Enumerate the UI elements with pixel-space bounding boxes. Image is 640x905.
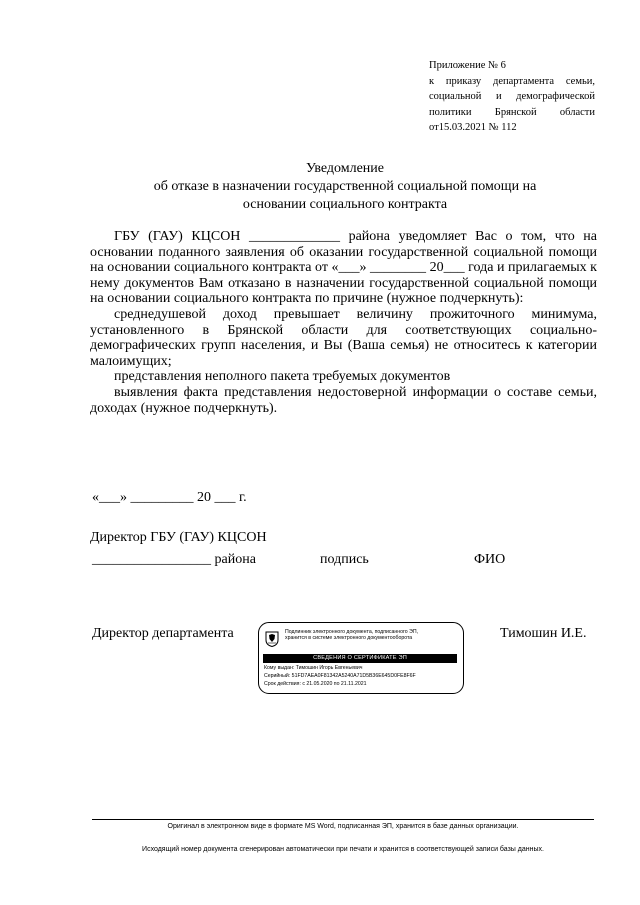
date-line: «___» _________ 20 ___ г. [92, 490, 247, 505]
director-center-district: _________________ района [92, 552, 256, 567]
appendix-block [429, 58, 595, 136]
stamp-notice-line: хранится в системе электронного документооборота [285, 635, 413, 642]
footer-note: Оригинал в электронном виде в формате MS Word, подписанная ЭП, хранится в базе данных организации. [167, 823, 519, 830]
document-body [90, 229, 597, 416]
director-center-title: Директор ГБУ (ГАУ) КЦСОН [90, 530, 267, 545]
title-line: об отказе в назначении государственной социальной помощи на [153, 179, 537, 194]
appendix-order-line: политики Брянской области [429, 106, 595, 118]
footer-note: Исходящий номер документа сгенерирован автоматически при печати и хранится в соответствующей записи базы данных. [142, 846, 544, 853]
appendix-order-line: к приказу департамента семьи, [429, 75, 595, 87]
director-department-name: Тимошин И.Е. [500, 626, 587, 641]
stamp-header: СВЕДЕНИЯ О СЕРТИФИКАТЕ ЭП [263, 654, 457, 663]
stamp-notice-line: Подлинник электронного документа, подписанного ЭП, [285, 629, 419, 635]
title-line: Уведомление [305, 161, 384, 176]
refusal-reason: представления неполного пакета требуемых документов [114, 369, 451, 385]
refusal-reason: выявления факта представления недостоверной информации о составе семьи, доходах (нужное подчеркнуть). [90, 384, 597, 416]
document-title [90, 160, 600, 214]
director-department-title: Директор департамента [92, 626, 234, 641]
footer-divider [92, 819, 594, 820]
coat-of-arms-icon [265, 631, 279, 647]
stamp-serial: Серийный: 51FD7AEA0F81342A5240A71D5B36E645D0FE8F6F [264, 673, 416, 679]
e-signature-stamp [258, 622, 464, 694]
stamp-issued-to: Кому выдан: Тимошин Игорь Евгеньевич [264, 665, 363, 671]
notification-paragraph: ГБУ (ГАУ) КЦСОН _____________ района уведомляет Вас о том, что на основании поданного заявления об оказании государственной социальной помощи на основании социального контракта от «___» ________ 20___ года и прилагаемых к нему документов Вам отказано в назначении государственной социальной помощи на основании социального контракта по причине (нужное подчеркнуть): [90, 229, 597, 307]
title-line: основании социального контракта [242, 197, 448, 212]
appendix-order-date: от15.03.2021 № 112 [429, 122, 517, 134]
appendix-order-line: социальной и демографической [429, 91, 595, 103]
appendix-number: Приложение № 6 [429, 60, 506, 71]
refusal-reason: среднедушевой доход превышает величину прожиточного минимума, установленного в Брянской области для соответствующих социально-демографических групп населения, и Вы (Ваша семья) не относитесь к категории малоимущих; [90, 306, 597, 369]
stamp-validity: Срок действия: с 21.05.2020 по 21.11.2021 [264, 681, 367, 687]
name-label: ФИО [474, 552, 506, 567]
signature-label: подпись [320, 552, 369, 567]
stamp-notice [285, 629, 461, 641]
